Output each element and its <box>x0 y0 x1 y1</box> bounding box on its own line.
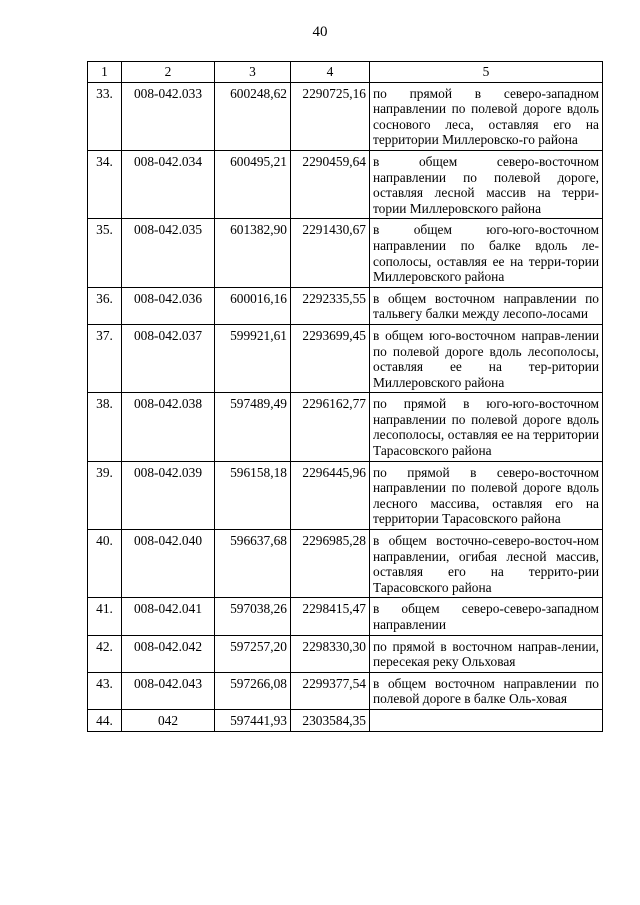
point-code-cell: 008-042.037 <box>122 324 215 392</box>
point-number-cell: 39. <box>88 461 122 529</box>
point-number-cell: 35. <box>88 219 122 287</box>
boundary-description-cell: в общем восточном направлении по полевой дороге в балке Оль-ховая <box>370 672 603 709</box>
x-coordinate-cell: 600248,62 <box>215 82 291 150</box>
boundary-description-cell: в общем восточном направлении по тальвегу балки между лесопо-лосами <box>370 287 603 324</box>
point-code-cell: 008-042.042 <box>122 635 215 672</box>
y-coordinate-cell: 2296985,28 <box>291 530 370 598</box>
boundary-description-cell <box>370 709 603 731</box>
table-row <box>88 82 603 150</box>
point-number-cell: 34. <box>88 150 122 218</box>
column-header: 5 <box>370 62 603 83</box>
table-row <box>88 598 603 635</box>
column-header: 3 <box>215 62 291 83</box>
point-code-cell: 008-042.043 <box>122 672 215 709</box>
boundary-description-cell: в общем юго-юго-восточном направлении по балке вдоль ле-сополосы, оставляя ее на терри-тории Миллеровского района <box>370 219 603 287</box>
point-number-cell: 38. <box>88 393 122 461</box>
point-number-cell: 37. <box>88 324 122 392</box>
point-code-cell: 008-042.035 <box>122 219 215 287</box>
y-coordinate-cell: 2291430,67 <box>291 219 370 287</box>
point-code-cell: 008-042.040 <box>122 530 215 598</box>
point-code-cell: 008-042.038 <box>122 393 215 461</box>
table-row <box>88 324 603 392</box>
point-code-cell: 008-042.034 <box>122 150 215 218</box>
y-coordinate-cell: 2292335,55 <box>291 287 370 324</box>
table-row <box>88 150 603 218</box>
point-code-cell: 008-042.041 <box>122 598 215 635</box>
y-coordinate-cell: 2296445,96 <box>291 461 370 529</box>
y-coordinate-cell: 2293699,45 <box>291 324 370 392</box>
boundary-description-cell: в общем северо-восточном направлении по полевой дороге, оставляя лесной массив на терри-тории Миллеровского района <box>370 150 603 218</box>
point-number-cell: 41. <box>88 598 122 635</box>
x-coordinate-cell: 597257,20 <box>215 635 291 672</box>
y-coordinate-cell: 2296162,77 <box>291 393 370 461</box>
table-row <box>88 287 603 324</box>
column-header: 1 <box>88 62 122 83</box>
x-coordinate-cell: 596637,68 <box>215 530 291 598</box>
point-number-cell: 43. <box>88 672 122 709</box>
point-number-cell: 44. <box>88 709 122 731</box>
point-number-cell: 36. <box>88 287 122 324</box>
point-number-cell: 33. <box>88 82 122 150</box>
y-coordinate-cell: 2298415,47 <box>291 598 370 635</box>
y-coordinate-cell: 2299377,54 <box>291 672 370 709</box>
boundary-points-table <box>87 61 603 732</box>
point-code-cell: 042 <box>122 709 215 731</box>
boundary-description-cell: в общем юго-восточном направ-лении по полевой дороге вдоль лесополосы, оставляя ее на тер-ритории Миллеровского района <box>370 324 603 392</box>
boundary-description-cell: по прямой в восточном направ-лении, пересекая реку Ольховая <box>370 635 603 672</box>
column-header: 2 <box>122 62 215 83</box>
point-number-cell: 42. <box>88 635 122 672</box>
table-row <box>88 672 603 709</box>
table-row <box>88 393 603 461</box>
x-coordinate-cell: 597441,93 <box>215 709 291 731</box>
boundary-description-cell: по прямой в северо-восточном направлении по полевой дороге вдоль лесного массива, оставляя его на территории Тарасовского района <box>370 461 603 529</box>
boundary-description-cell: в общем северо-северо-западном направлении <box>370 598 603 635</box>
point-code-cell: 008-042.039 <box>122 461 215 529</box>
x-coordinate-cell: 600495,21 <box>215 150 291 218</box>
point-code-cell: 008-042.036 <box>122 287 215 324</box>
x-coordinate-cell: 599921,61 <box>215 324 291 392</box>
boundary-description-cell: в общем восточно-северо-восточ-ном направлении, огибая лесной массив, оставляя его на террито-рии Тарасовского района <box>370 530 603 598</box>
x-coordinate-cell: 596158,18 <box>215 461 291 529</box>
y-coordinate-cell: 2290459,64 <box>291 150 370 218</box>
table-row <box>88 635 603 672</box>
table-row <box>88 219 603 287</box>
table-row <box>88 530 603 598</box>
y-coordinate-cell: 2298330,30 <box>291 635 370 672</box>
page-number: 40 <box>312 24 328 40</box>
table-row <box>88 461 603 529</box>
column-header: 4 <box>291 62 370 83</box>
y-coordinate-cell: 2303584,35 <box>291 709 370 731</box>
point-code-cell: 008-042.033 <box>122 82 215 150</box>
boundary-description-cell: по прямой в юго-юго-восточном направлении по полевой дороге вдоль лесополосы, оставляя ее на территории Тарасовского района <box>370 393 603 461</box>
x-coordinate-cell: 597266,08 <box>215 672 291 709</box>
point-number-cell: 40. <box>88 530 122 598</box>
table-row <box>88 709 603 731</box>
table-header-row <box>88 62 603 83</box>
x-coordinate-cell: 600016,16 <box>215 287 291 324</box>
boundary-description-cell: по прямой в северо-западном направлении по полевой дороге вдоль соснового леса, оставляя его на территории Миллеровско-го района <box>370 82 603 150</box>
x-coordinate-cell: 601382,90 <box>215 219 291 287</box>
x-coordinate-cell: 597038,26 <box>215 598 291 635</box>
y-coordinate-cell: 2290725,16 <box>291 82 370 150</box>
x-coordinate-cell: 597489,49 <box>215 393 291 461</box>
